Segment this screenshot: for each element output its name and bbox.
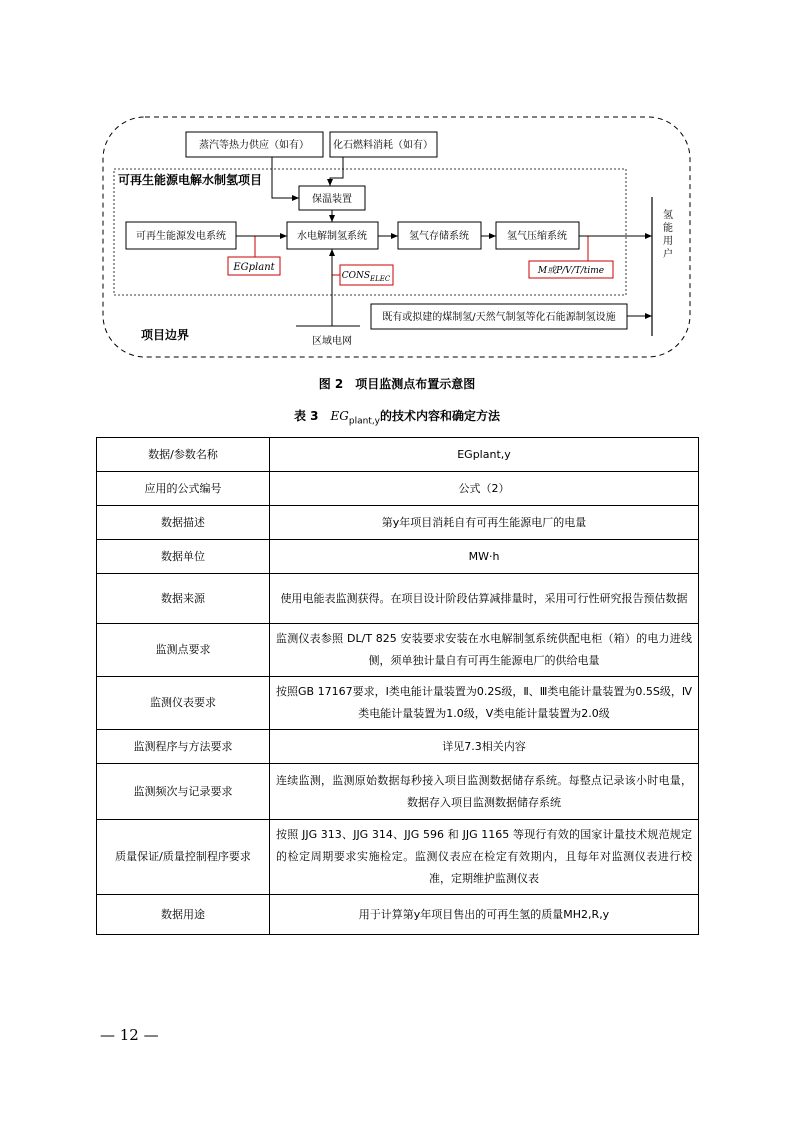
row-key: 应用的公式编号: [97, 472, 270, 506]
eg-monitor-label: EGplant: [233, 262, 275, 273]
hydrogen-user-label: [663, 208, 673, 260]
table-row: [97, 677, 699, 730]
electrolysis-label: 水电解制氢系统: [297, 231, 367, 242]
table-row: [97, 895, 699, 935]
table-caption: 表 3 $EG_{plant,y}$的技术内容和确定方法: [293, 409, 501, 427]
row-value: 详见7.3相关内容: [270, 730, 699, 764]
row-key: 数据用途: [97, 895, 270, 935]
row-value: MW·h: [270, 540, 699, 574]
table-row: [97, 624, 699, 677]
row-key: 数据描述: [97, 506, 270, 540]
page-number: — 12 —: [100, 1026, 159, 1044]
row-value: 按照 JJG 313、JJG 314、JJG 596 和 JJG 1165 等现行有效的国家计量技术规范规定的检定周期要求实施检定。监测仪表应在检定有效期内，且每年对监测仪表进行校准，定期维护监测仪表: [270, 820, 699, 895]
outer-boundary-label: 项目边界: [140, 328, 190, 342]
storage-label: 氢气存储系统: [409, 231, 469, 242]
row-value: 用于计算第y年项目售出的可再生氢的质量MH2,R,y: [270, 895, 699, 935]
row-key: 数据来源: [97, 574, 270, 624]
row-key: 质量保证/质量控制程序要求: [97, 820, 270, 895]
row-key: 监测仪表要求: [97, 677, 270, 730]
row-key: 监测程序与方法要求: [97, 730, 270, 764]
existing-facility-label: 既有或拟建的煤制氢/天然气制氢等化石能源制氢设施: [382, 312, 616, 323]
insulation-label: 保温装置: [312, 194, 352, 205]
row-value: 按照GB 17167要求，Ⅰ类电能计量装置为0.2S级，Ⅱ、Ⅲ类电能计量装置为0.5S级，Ⅳ类电能计量装置为1.0级，Ⅴ类电能计量装置为2.0级: [270, 677, 699, 730]
svg-text:氢能用户: 氢能用户: [663, 210, 673, 260]
table-row: [97, 764, 699, 820]
table-row: [97, 820, 699, 895]
table-row: [97, 506, 699, 540]
table-row: [97, 438, 699, 472]
renewable-gen-label: 可再生能源发电系统: [136, 231, 226, 242]
row-value: 公式（2）: [270, 472, 699, 506]
cons-monitor-label: $CONS_{ELEC}$: [341, 271, 391, 283]
steam-label: 蒸汽等热力供应（如有）: [199, 140, 309, 151]
figure-caption: 图 2 项目监测点布置示意图: [318, 377, 476, 391]
row-value: 连续监测，监测原始数据每秒接入项目监测数据储存系统。每整点记录该小时电量，数据存入项目监测数据储存系统: [270, 764, 699, 820]
parameter-table: [96, 437, 699, 935]
row-key: 数据/参数名称: [97, 438, 270, 472]
table-row: [97, 574, 699, 624]
table-row: [97, 472, 699, 506]
row-value: 监测仪表参照 DL/T 825 安装要求安装在水电解制氢系统供配电柜（箱）的电力进线侧，须单独计量自有可再生能源电厂的供给电量: [270, 624, 699, 677]
row-key: 监测频次与记录要求: [97, 764, 270, 820]
fossil-label: 化石燃料消耗（如有）: [333, 140, 433, 151]
row-value: 第y年项目消耗自有可再生能源电厂的电量: [270, 506, 699, 540]
row-key: 数据单位: [97, 540, 270, 574]
table-row: [97, 540, 699, 574]
monitoring-point-diagram: [0, 0, 794, 370]
row-value: EGplant,y: [270, 438, 699, 472]
inner-boundary-label: 可再生能源电解水制氢项目: [117, 173, 263, 187]
compress-label: 氢气压缩系统: [507, 231, 567, 242]
grid-label: 区域电网: [312, 336, 352, 347]
table-row: [97, 730, 699, 764]
m-monitor-label: M或P/V/T/time: [537, 266, 605, 276]
row-value: 使用电能表监测获得。在项目设计阶段估算减排量时，采用可行性研究报告预估数据: [270, 574, 699, 624]
row-key: 监测点要求: [97, 624, 270, 677]
